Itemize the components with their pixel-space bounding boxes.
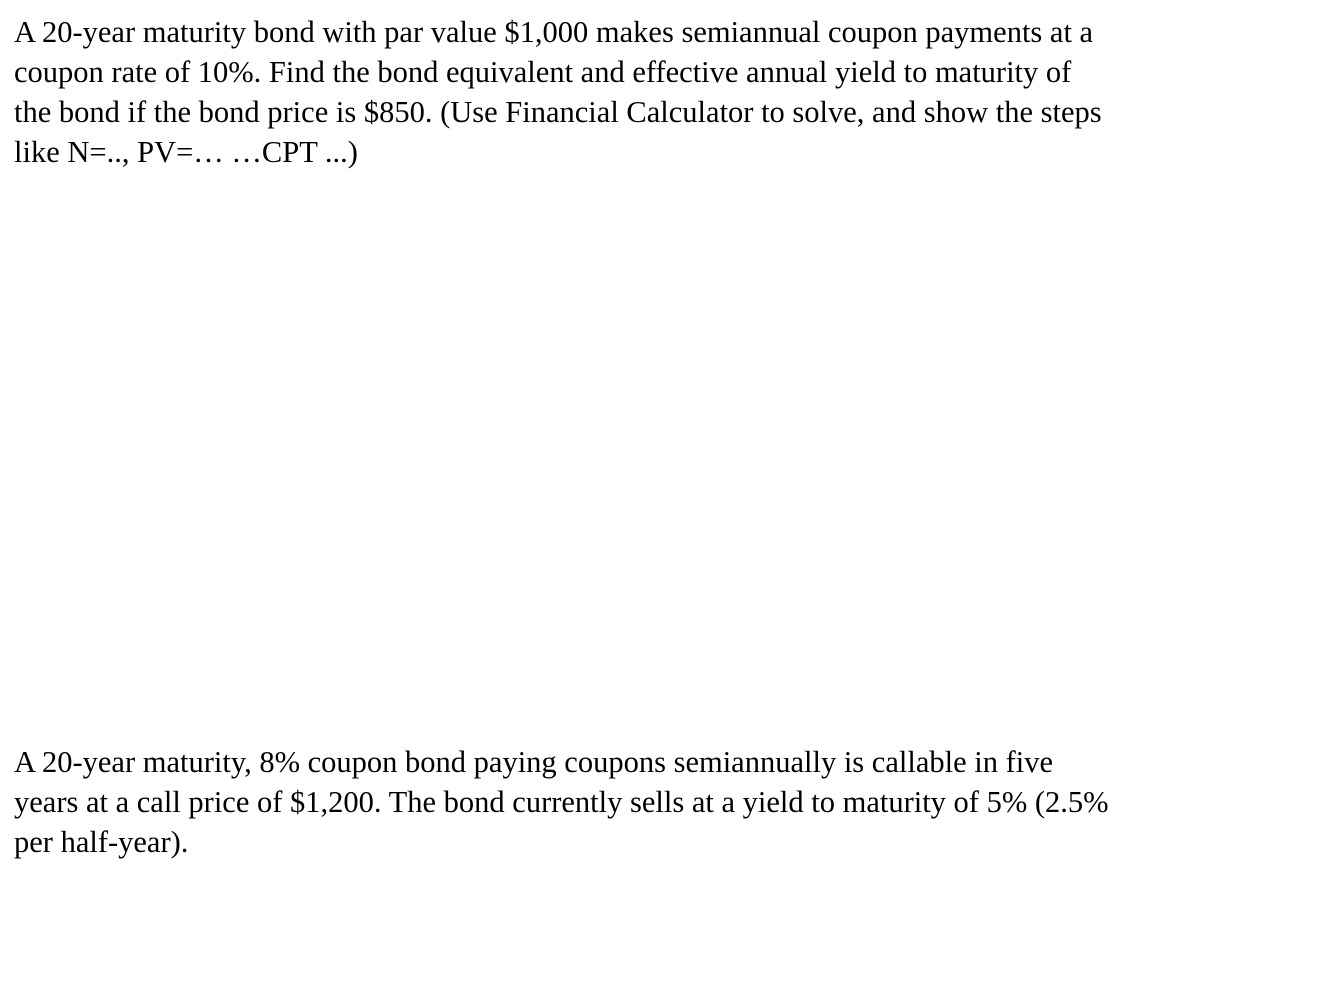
question-1-line-1: A 20-year maturity bond with par value $1,000 makes semiannual coupon payments at a xyxy=(14,15,1094,49)
question-2-line-1: A 20-year maturity, 8% coupon bond paying coupons semiannually is callable in five xyxy=(14,745,1054,779)
question-2-line-3: per half-year). xyxy=(14,825,189,859)
question-1-line-2: coupon rate of 10%. Find the bond equivalent and effective annual yield to maturity of xyxy=(14,55,1072,89)
question-2-line-2: years at a call price of $1,200. The bond currently sells at a yield to maturity of 5% (2.5% xyxy=(14,785,1109,819)
question-2-text xyxy=(14,742,1194,862)
question-1-line-3: the bond if the bond price is $850. (Use Financial Calculator to solve, and show the steps xyxy=(14,95,1102,129)
question-1-text xyxy=(14,12,1194,172)
question-1-line-4: like N=.., PV=… …CPT ...) xyxy=(14,135,358,169)
